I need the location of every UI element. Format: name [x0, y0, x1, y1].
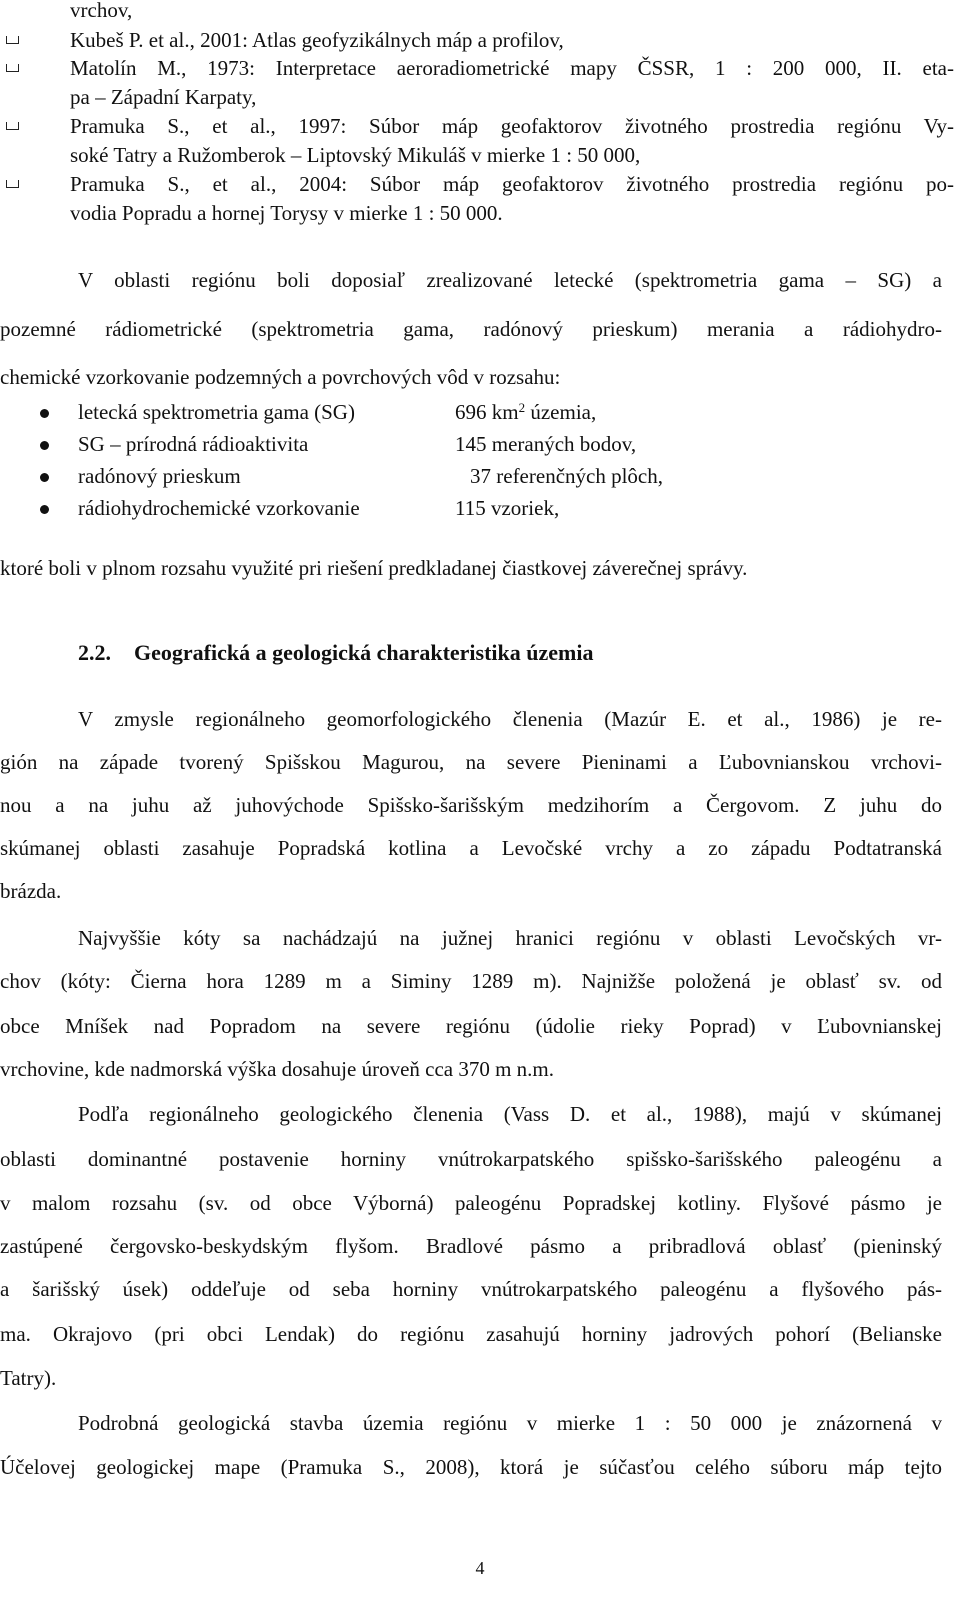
reference-text: soké Tatry a Ružomberok – Liptovský Mikuláš v mierke 1 : 50 000,	[70, 143, 641, 167]
list-item-value: 37 referenčných plôch,	[470, 464, 663, 488]
paragraph-line: brázda.	[0, 879, 62, 903]
paragraph-line: pozemné rádiometrické (spektrometria gama, radónový prieskum) merania a rádiohydro-	[0, 317, 942, 341]
paragraph-line: V zmysle regionálneho geomorfologického členenia (Mazúr E. et al., 1986) je re-	[78, 707, 942, 731]
reference-text: pa – Západní Karpaty,	[70, 85, 257, 109]
list-item-value: 696 $km^2$ územia,	[455, 400, 597, 424]
reference-text: Matolín M., 1973: Interpretace aeroradiometrické mapy ČSSR, 1 : 200 000, II. eta-	[70, 56, 954, 80]
paragraph-line: Tatry).	[0, 1366, 57, 1390]
paragraph-line: Podrobná geologická stavba územia regiónu v mierke 1 : 50 000 je znázornená v	[78, 1411, 942, 1435]
list-marker-icon	[6, 36, 19, 44]
paragraph-line: ma. Okrajovo (pri obci Lendak) do regiónu zasahujú horniny jadrových pohorí (Belianske	[0, 1322, 942, 1346]
list-marker-icon	[6, 64, 19, 72]
bullet-icon	[40, 505, 49, 514]
paragraph-line: Podľa regionálneho geologického členenia (Vass D. et al., 1988), majú v skúmanej	[78, 1102, 942, 1126]
bullet-icon	[40, 441, 49, 450]
reference-text: Pramuka S., et al., 1997: Súbor máp geofaktorov životného prostredia regiónu Vy-	[70, 114, 954, 138]
list-marker-icon	[6, 122, 19, 130]
section-number: 2.2.	[78, 640, 111, 665]
list-item-value: 115 vzoriek,	[455, 496, 560, 520]
paragraph-line: vrchovine, kde nadmorská výška dosahuje úroveň cca 370 m n.m.	[0, 1057, 555, 1081]
bullet-icon	[40, 409, 49, 418]
reference-text: vodia Popradu a hornej Torysy v mierke 1 : 50 000.	[70, 201, 503, 225]
list-item-label: rádiohydrochemické vzorkovanie	[78, 496, 360, 520]
reference-text: Pramuka S., et al., 2004: Súbor máp geofaktorov životného prostredia regiónu po-	[70, 172, 954, 196]
paragraph-line: chemické vzorkovanie podzemných a povrchových vôd v rozsahu:	[0, 365, 561, 389]
reference-continuation: vrchov,	[70, 0, 133, 22]
list-closing-text: ktoré boli v plnom rozsahu využité pri riešení predkladanej čiastkovej záverečnej správy.	[0, 556, 748, 580]
bullet-icon	[40, 473, 49, 482]
paragraph-line: skúmanej oblasti zasahuje Popradská kotlina a Levočské vrchy a zo západu Podtatranská	[0, 836, 942, 860]
paragraph-line: chov (kóty: Čierna hora 1289 m a Siminy 1289 m). Najnižše položená je oblasť sv. od	[0, 969, 942, 993]
paragraph-line: Najvyššie kóty sa nachádzajú na južnej hranici regiónu v oblasti Levočských vr-	[78, 926, 942, 950]
list-item-label: SG – prírodná rádioaktivita	[78, 432, 309, 456]
reference-text: Kubeš P. et al., 2001: Atlas geofyzikálnych máp a profilov,	[70, 28, 564, 52]
list-item-label: letecká spektrometria gama (SG)	[78, 400, 355, 424]
list-item-value: 145 meraných bodov,	[455, 432, 637, 456]
section-title: Geografická a geologická charakteristika územia	[134, 640, 594, 665]
paragraph-line: nou a na juhu až juhovýchode Spišsko-šarišským medzihorím a Čergovom. Z juhu do	[0, 793, 942, 817]
paragraph-line: obce Mníšek nad Popradom na severe regiónu (údolie rieky Poprad) v Ľubovnianskej	[0, 1014, 942, 1038]
paragraph-line: oblasti dominantné postavenie horniny vnútrokarpatského spišsko-šarišského paleogénu a	[0, 1147, 942, 1171]
page-number: 4	[475, 1558, 485, 1578]
paragraph-line: Účelovej geologickej mape (Pramuka S., 2008), ktorá je súčasťou celého súboru máp tejto	[0, 1455, 942, 1479]
list-item-label: radónový prieskum	[78, 464, 241, 488]
list-marker-icon	[6, 180, 19, 188]
paragraph-line: v malom rozsahu (sv. od obce Výborná) paleogénu Popradskej kotliny. Flyšové pásmo je	[0, 1191, 942, 1215]
paragraph-line: V oblasti regiónu boli doposiaľ zrealizované letecké (spektrometria gama – SG) a	[78, 268, 942, 292]
paragraph-line: a šarišský úsek) oddeľuje od seba horniny vnútrokarpatského paleogénu a flyšového pás-	[0, 1277, 942, 1301]
paragraph-line: zastúpené čergovsko-beskydským flyšom. Bradlové pásmo a pribradlová oblasť (pieninský	[0, 1234, 942, 1258]
paragraph-line: gión na západe tvorený Spišskou Magurou, na severe Pieninami a Ľubovnianskou vrchovi-	[0, 750, 942, 774]
